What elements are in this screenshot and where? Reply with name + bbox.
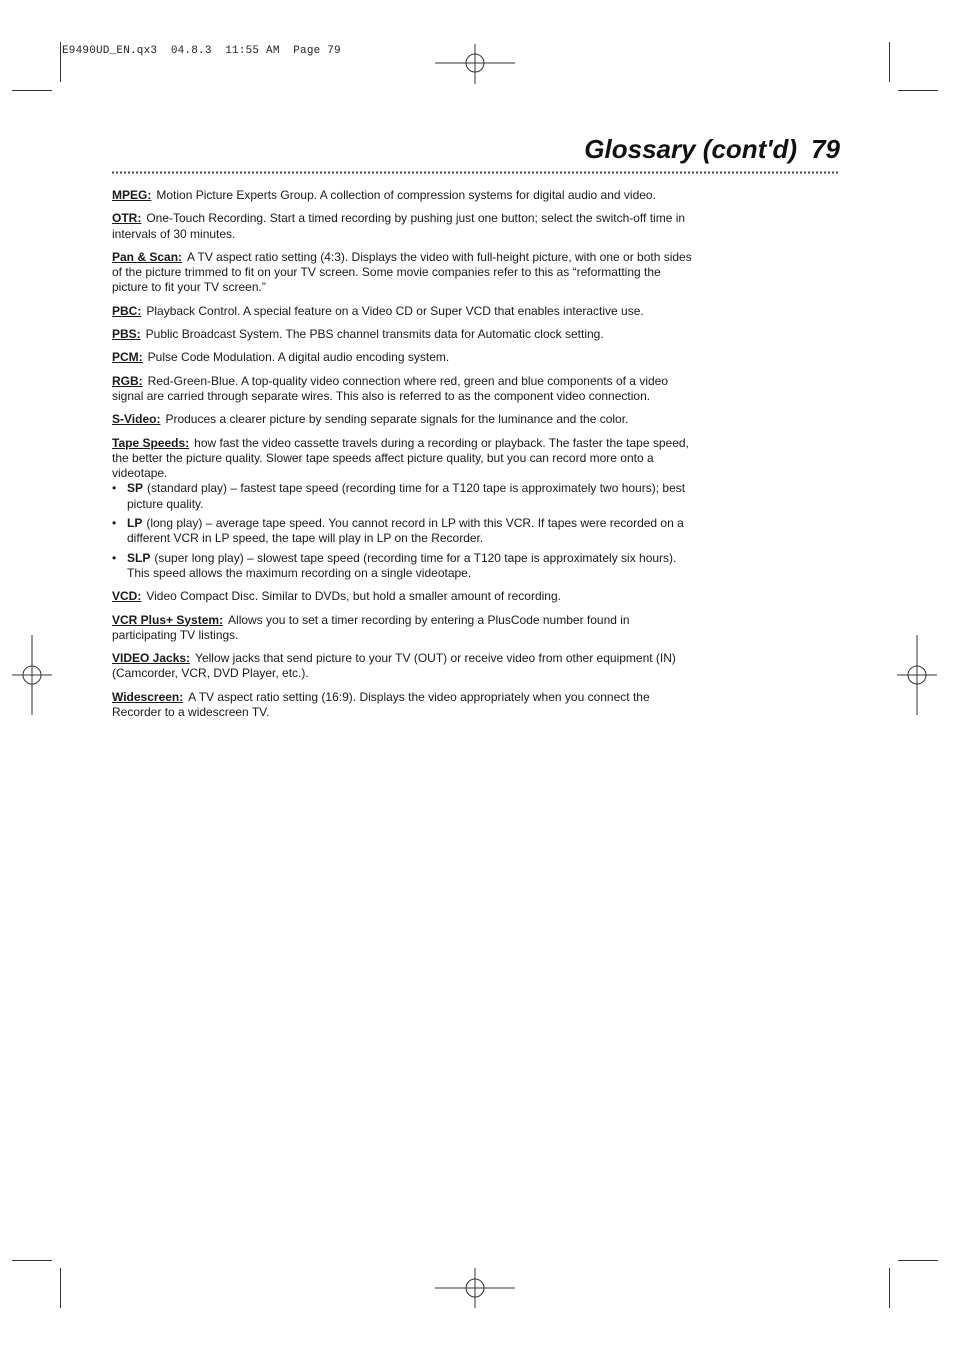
crop-mark: [889, 42, 890, 82]
tape-speed-list: [112, 481, 692, 581]
glossary-term: Widescreen:: [112, 689, 184, 704]
glossary-term: PBC:: [112, 303, 142, 318]
glossary-entry-tape-speeds: [112, 436, 692, 482]
bullet: •: [112, 516, 117, 531]
glossary-entry-pan-scan: [112, 250, 692, 296]
page-number: 79: [811, 134, 840, 164]
glossary-definition: Red-Green-Blue. A top-quality video connection where red, green and blue components of a video signal are carried through separate wires. This also is referred to as the component video connection.: [112, 373, 669, 403]
crop-mark: [898, 1260, 938, 1261]
glossary-definition: Produces a clearer picture by sending separate signals for the luminance and the color.: [165, 412, 629, 427]
glossary-term: VCR Plus+ System:: [112, 612, 224, 627]
glossary-definition: One-Touch Recording. Start a timed recording by pushing just one button; select the switch-off time in intervals of 30 minutes.: [112, 211, 686, 241]
glossary-definition: Playback Control. A special feature on a Video CD or Super VCD that enables interactive use.: [146, 303, 644, 318]
tape-speed-term: LP: [127, 516, 143, 531]
crop-mark: [60, 1268, 61, 1308]
glossary-entry-vcr-plus: [112, 613, 692, 644]
glossary-definition: A TV aspect ratio setting (4:3). Displays the video with full-height picture, with one or both sides of the picture trimmed to fit on your TV screen. Some movie companies refer to this as “reformatting the picture to fit your TV screen.”: [112, 249, 692, 295]
glossary-entry-pbs: [112, 327, 692, 342]
glossary-term: S-Video:: [112, 412, 161, 427]
tape-speed-term: SLP: [127, 550, 151, 565]
registration-mark-icon: [435, 44, 515, 84]
printer-slug: E9490UD_EN.qx3 04.8.3 11:55 AM Page 79: [62, 45, 341, 57]
glossary-term: VCD:: [112, 589, 142, 604]
glossary-term: Tape Speeds:: [112, 435, 190, 450]
glossary-entry-widescreen: [112, 690, 692, 721]
dotted-divider: [111, 171, 840, 174]
glossary-term: VIDEO Jacks:: [112, 651, 191, 666]
tape-speed-description: (long play) – average tape speed. You cannot record in LP with this VCR. If tapes were recorded on a different VCR in LP speed, the tape will play in LP on the Recorder.: [127, 516, 684, 546]
list-item: [112, 481, 692, 512]
crop-mark: [12, 90, 52, 91]
tape-speed-description: (super long play) – slowest tape speed (recording time for a T120 tape is approximately six hours). This speed allows the maximum recording on a single videotape.: [127, 550, 677, 580]
crop-mark: [898, 90, 938, 91]
glossary-definition: Public Broadcast System. The PBS channel transmits data for Automatic clock setting.: [145, 327, 604, 342]
glossary-definition: Yellow jacks that send picture to your TV (OUT) or receive video from other equipment (IN) (Camcorder, VCR, DVD Player, etc.).: [112, 651, 676, 681]
glossary-term: OTR:: [112, 211, 142, 226]
glossary-definition: Motion Picture Experts Group. A collection of compression systems for digital audio and video.: [156, 188, 656, 202]
bullet: •: [112, 481, 117, 496]
registration-mark-icon: [12, 635, 52, 715]
crop-mark: [889, 1268, 890, 1308]
glossary-definition: Video Compact Disc. Similar to DVDs, but hold a smaller amount of recording.: [146, 589, 561, 604]
glossary-list: [112, 188, 692, 728]
glossary-term: RGB:: [112, 373, 143, 388]
glossary-definition: A TV aspect ratio setting (16:9). Displays the video appropriately when you connect the Recorder to a widescreen TV.: [112, 689, 650, 720]
crop-mark: [12, 1260, 52, 1261]
glossary-entry-otr: [112, 211, 692, 242]
registration-mark-icon: [435, 1268, 515, 1308]
glossary-entry-video-jacks: [112, 651, 692, 682]
glossary-definition: how fast the video cassette travels during a recording or playback. The faster the tape speed, the better the picture quality. Slower tape speeds affect picture quality, but you can record more onto a videotape.: [112, 435, 689, 481]
glossary-term: Pan & Scan:: [112, 249, 183, 264]
tape-speed-term: SP: [127, 481, 144, 496]
glossary-definition: Allows you to set a timer recording by entering a PlusCode number found in participating TV listings.: [112, 612, 630, 642]
glossary-term: PBS:: [112, 327, 141, 342]
glossary-term: MPEG:: [112, 188, 152, 202]
page-header: [584, 134, 840, 165]
list-item: [112, 516, 692, 547]
glossary-definition: Pulse Code Modulation. A digital audio encoding system.: [147, 350, 450, 365]
list-item: [112, 551, 692, 582]
bullet: •: [112, 550, 117, 565]
glossary-entry-pcm: [112, 350, 692, 365]
glossary-entry-rgb: [112, 374, 692, 405]
crop-mark: [60, 42, 61, 82]
glossary-entry-vcd: [112, 589, 692, 604]
glossary-term: PCM:: [112, 350, 143, 365]
registration-mark-icon: [897, 635, 937, 715]
page-title: Glossary (cont'd): [584, 134, 798, 164]
glossary-entry-pbc: [112, 304, 692, 319]
glossary-entry-s-video: [112, 412, 692, 427]
tape-speed-description: (standard play) – fastest tape speed (recording time for a T120 tape is approximately two hours); best picture quality.: [127, 481, 686, 511]
glossary-entry-mpeg: [112, 188, 692, 203]
